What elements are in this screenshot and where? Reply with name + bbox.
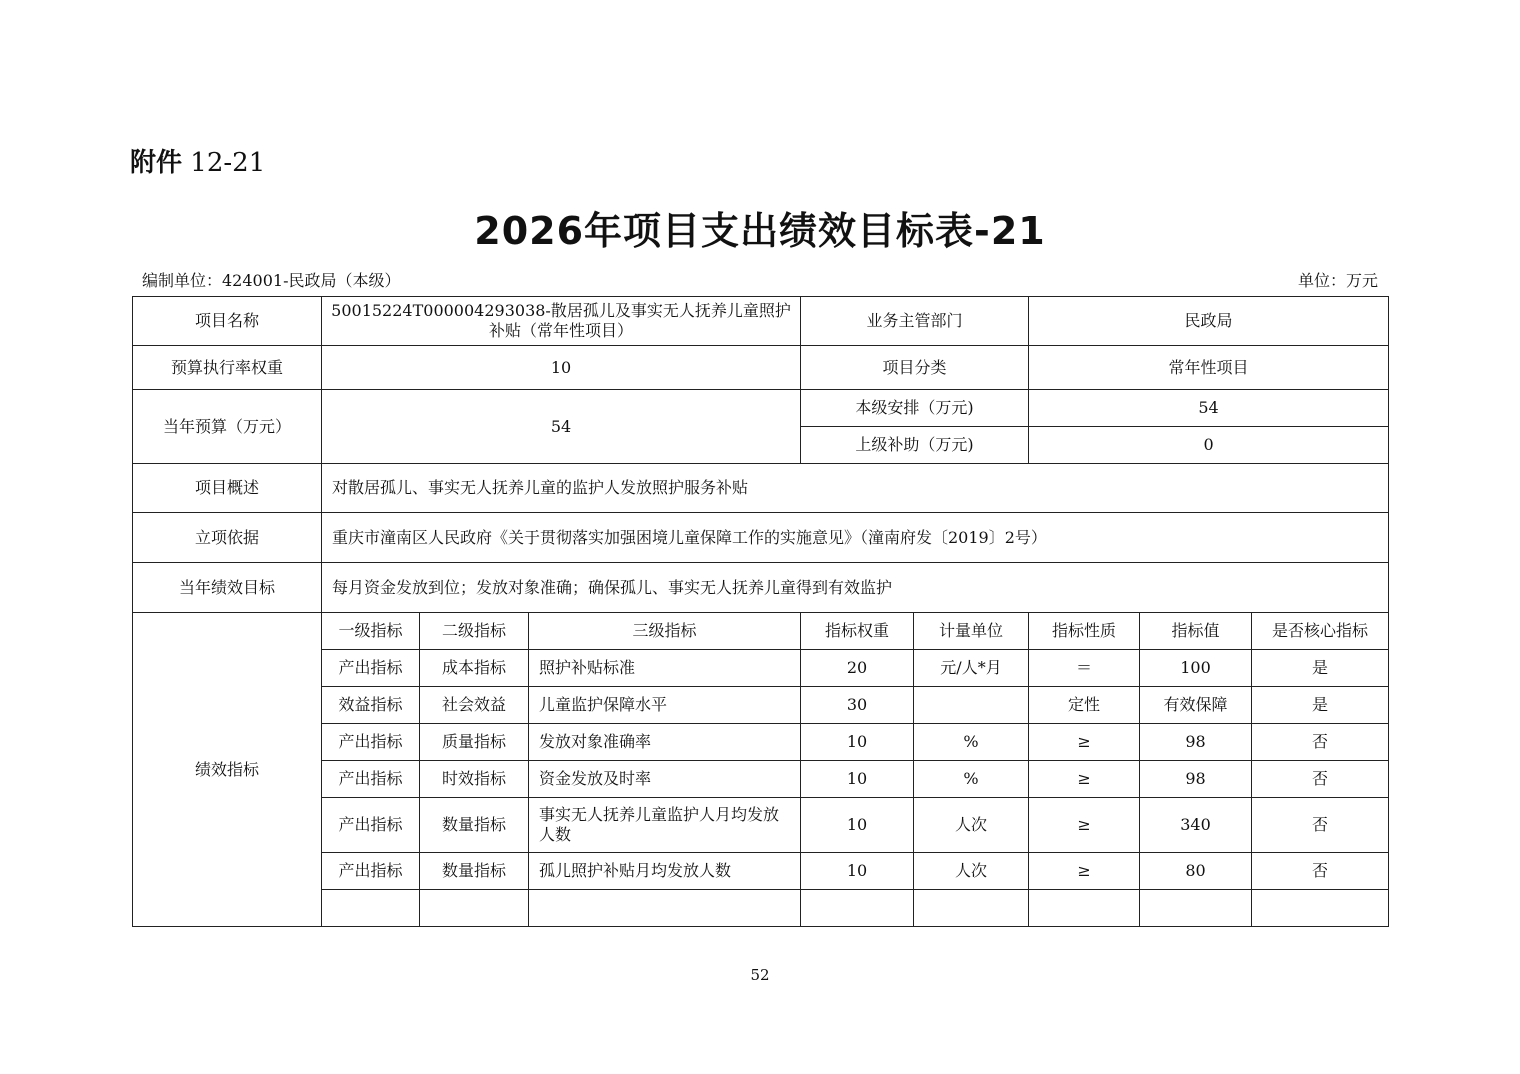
overview-label: 项目概述 [133,464,322,513]
nature-cell: ≥ [1029,798,1140,853]
value-cell: 100 [1140,650,1252,687]
level1-cell: 产出指标 [322,853,420,890]
nature-cell: ≥ [1029,761,1140,798]
unit-cell: % [914,761,1029,798]
attachment-prefix: 附件 [130,148,183,178]
level1-cell: 产出指标 [322,761,420,798]
header-cell: 指标值 [1140,613,1252,650]
level2-cell: 成本指标 [420,650,529,687]
core-cell: 否 [1252,798,1389,853]
nature-cell: ≥ [1029,724,1140,761]
unit-cell [914,687,1029,724]
weight-cell: 10 [801,853,914,890]
empty-row [133,890,1389,927]
empty-cell [1029,890,1140,927]
table-row [133,798,1389,853]
level3-cell: 事实无人抚养儿童监护人月均发放人数 [529,798,801,853]
header-cell: 一级指标 [322,613,420,650]
level2-cell: 数量指标 [420,798,529,853]
empty-cell [322,890,420,927]
level3-cell: 资金发放及时率 [529,761,801,798]
page-title: 2026年项目支出绩效目标表-21 [474,209,1046,253]
compiling-unit: 编制单位：424001-民政局（本级） [142,271,401,290]
empty-cell [914,890,1029,927]
budget-label: 当年预算（万元） [133,390,322,464]
unit-cell: 人次 [914,853,1029,890]
category-value: 常年性项目 [1029,346,1389,390]
nature-cell: ≥ [1029,853,1140,890]
indicators-section-label: 绩效指标 [133,613,322,927]
header-cell: 是否核心指标 [1252,613,1389,650]
budget-value: 54 [322,390,801,464]
performance-table [132,296,1389,927]
core-cell: 否 [1252,724,1389,761]
project-name-value: 50015224T000004293038-散居孤儿及事实无人抚养儿童照护补贴（常年性项目） [322,297,801,346]
level3-cell: 孤儿照护补贴月均发放人数 [529,853,801,890]
weight-cell: 20 [801,650,914,687]
table-row [133,724,1389,761]
level3-cell: 儿童监护保障水平 [529,687,801,724]
basis-label: 立项依据 [133,513,322,563]
level2-cell: 社会效益 [420,687,529,724]
upper-funding-value: 0 [1029,427,1389,464]
level1-cell: 产出指标 [322,798,420,853]
unit-cell: 人次 [914,798,1029,853]
empty-cell [420,890,529,927]
empty-cell [529,890,801,927]
value-cell: 340 [1140,798,1252,853]
core-cell: 是 [1252,650,1389,687]
header-cell: 指标性质 [1029,613,1140,650]
level2-cell: 时效指标 [420,761,529,798]
value-cell: 80 [1140,853,1252,890]
value-cell: 98 [1140,761,1252,798]
empty-cell [1140,890,1252,927]
table-row [133,687,1389,724]
header-cell: 计量单位 [914,613,1029,650]
overview-value: 对散居孤儿、事实无人抚养儿童的监护人发放照护服务补贴 [322,464,1389,513]
table-row [133,761,1389,798]
empty-cell [1252,890,1389,927]
upper-funding-label: 上级补助（万元) [801,427,1029,464]
level2-cell: 质量指标 [420,724,529,761]
attachment-label [130,142,265,179]
unit-cell: 元/人*月 [914,650,1029,687]
header-cell: 二级指标 [420,613,529,650]
goal-label: 当年绩效目标 [133,563,322,613]
header-cell: 三级指标 [529,613,801,650]
exec-weight-value: 10 [322,346,801,390]
goal-value: 每月资金发放到位；发放对象准确；确保孤儿、事实无人抚养儿童得到有效监护 [322,563,1389,613]
level2-cell: 数量指标 [420,853,529,890]
dept-label: 业务主管部门 [801,297,1029,346]
level3-cell: 照护补贴标准 [529,650,801,687]
level3-cell: 发放对象准确率 [529,724,801,761]
local-funding-value: 54 [1029,390,1389,427]
core-cell: 否 [1252,761,1389,798]
category-label: 项目分类 [801,346,1029,390]
level1-cell: 产出指标 [322,724,420,761]
exec-weight-label: 预算执行率权重 [133,346,322,390]
currency-unit: 单位：万元 [1297,271,1378,290]
weight-cell: 10 [801,761,914,798]
core-cell: 是 [1252,687,1389,724]
value-cell: 98 [1140,724,1252,761]
attachment-number: 12-21 [190,148,266,178]
dept-value: 民政局 [1029,297,1389,346]
header-cell: 指标权重 [801,613,914,650]
nature-cell: 定性 [1029,687,1140,724]
core-cell: 否 [1252,853,1389,890]
local-funding-label: 本级安排（万元) [801,390,1029,427]
empty-cell [801,890,914,927]
table-row [133,853,1389,890]
nature-cell: ＝ [1029,650,1140,687]
weight-cell: 30 [801,687,914,724]
table-row [133,650,1389,687]
project-name-label: 项目名称 [133,297,322,346]
value-cell: 有效保障 [1140,687,1252,724]
weight-cell: 10 [801,798,914,853]
level1-cell: 产出指标 [322,650,420,687]
page-number: 52 [750,966,770,984]
basis-value: 重庆市潼南区人民政府《关于贯彻落实加强困境儿童保障工作的实施意见》（潼南府发〔2019〕2号） [322,513,1389,563]
weight-cell: 10 [801,724,914,761]
level1-cell: 效益指标 [322,687,420,724]
unit-cell: % [914,724,1029,761]
